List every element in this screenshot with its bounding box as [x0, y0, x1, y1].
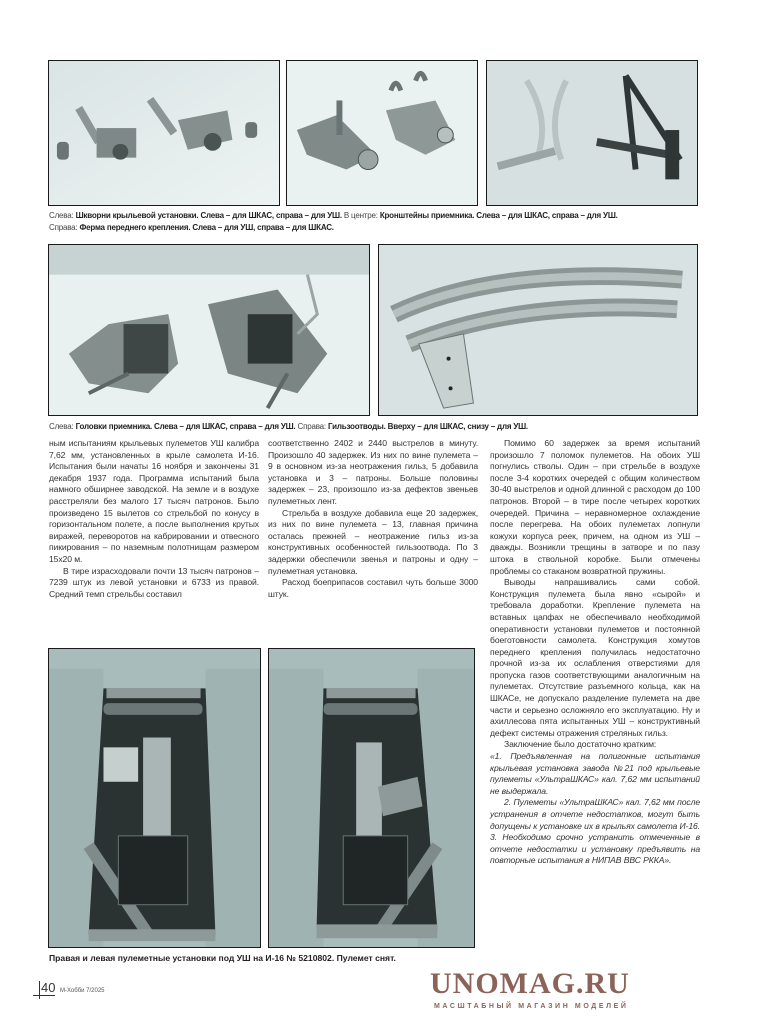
caption-text: Шкворни крыльевой установки. Слева – для ШКАС, справа – для УШ. — [75, 211, 342, 220]
watermark-tagline: МАСШТАБНЫЙ МАГАЗИН МОДЕЛЕЙ — [434, 1003, 629, 1010]
paragraph: Расход боеприпасов составил чуть больше 3000 штук. — [268, 577, 478, 599]
caption-text: Кронштейны приемника. Слева – для ШКАС, справа – для УШ. — [379, 211, 618, 220]
middle-caption — [49, 421, 528, 433]
caption-position-label: Слева: — [49, 211, 74, 220]
paragraph: Заключение было достаточно кратким: — [504, 739, 657, 750]
paragraph: Выводы напрашивались сами собой. Конструкция пулемета была явно «сырой» и требовала доработки. Крепление пулемета на вставных цапфах не обеспечивало необходимой оперативности установки пулеметов и постоянной боеготовности самолета. Конструкция хомутов переднего крепления получилась недостаточно прочной из-за их ослабления отверстиями для пропуска газов соответствующими аналогичным на пулеметах. Отсутствие разъемного кольца, как на ШКАСе, не допускало разделение пулемета на две части и серьезно осложняло его эксплуатацию. Ну и ахиллесова пята испытанных УШ – конструктивный дефект системы отражения стреляных гильз. — [490, 577, 700, 738]
photo-left-mount — [268, 648, 475, 948]
folio-rule-vertical — [39, 981, 40, 999]
folio-rule-horizontal — [33, 995, 55, 996]
article-column-2 — [268, 438, 478, 600]
paragraph: ным испытаниям крыльевых пулеметов УШ калибра 7,62 мм, установленных в крыле самолета И-16. Испытания были начаты 16 ноября и закончены 31 декабря 1937 года. Программа испытаний была намного обширнее заводской. На земле и в воздухе расстреляли без малого 17 тысяч патронов. Было произведено 15 вылетов со стрельбой по конусу в горизонтальном полете, а после выполнения крутых виражей, переворотов на кабрировании и отвесного пикирования – по наземным полотнищам размером 15х20 м. — [49, 438, 259, 564]
photo-receiver-heads — [48, 244, 370, 416]
paragraph: Стрельба в воздухе добавила еще 20 задержек, из них по вине пулемета – 13, главная причина осталась прежней – неотражение гильз из-за конструктивных особенностей гильзоотвода. По 3 задержки обеспечили звенья и патроны и одну – пулеметная установка. — [268, 507, 478, 576]
page-folio — [33, 981, 153, 1001]
quote-paragraph: 2. Пулеметы «УльтраШКАС» кал. 7,62 мм после устранения в отчете недостатков, могут быть допущены к установке их в крыльях самолета И-16. 3. Необходимо срочно устранить отмеченные в отчете недостатки и установку предъявить на повторные испытания в НИПАВ ВВС РККА». — [490, 797, 700, 866]
quote-paragraph: «1. Предъявленная на полигонные испытания крыльевая установка завода №21 под крыльевые пулеметы «УльтраШКАС» кал. 7,62 мм испытаний не выдержала. — [490, 751, 700, 796]
magazine-issue: М-Хобби 7/2025 — [60, 988, 105, 994]
top-caption-line-1 — [49, 210, 618, 222]
bottom-caption: Правая и левая пулеметные установки под УШ на И-16 № 5210802. Пулемет снят. — [49, 953, 396, 963]
caption-position-label: Слева: — [49, 422, 74, 431]
caption-text: Гильзоотводы. Вверху – для ШКАС, снизу – для УШ. — [327, 422, 528, 431]
paragraph: Помимо 60 задержек за время испытаний произошло 7 поломок пулеметов. На обоих УШ погнулись стволы. Один – при стрельбе в воздухе после 3-4 коротких очередей с общим количеством 30-40 выстрелов и одной длинной с расходом до 100 патронов. Второй – в тире после четырех коротких очередей. Причина – неравномерное охлаждение после перегрева. На обоих пулеметах лопнули кожухи корпуса реек, причем, на одном из УШ – дважды. Возникли трещины в затворе и по пазу штока в ствольной коробке. Были отмечены проблемы со стаканом возвратной пружины. — [490, 438, 700, 576]
photo-receiver-brackets — [286, 60, 478, 206]
article-column-1 — [49, 438, 259, 600]
photo-kingpins — [48, 60, 280, 206]
top-caption — [49, 210, 618, 234]
watermark — [430, 968, 720, 1018]
page-number: 40 — [41, 980, 56, 995]
photo-right-mount — [48, 648, 261, 948]
top-caption-line-2 — [49, 222, 618, 234]
photo-front-truss — [486, 60, 698, 206]
caption-position-label: Справа: — [49, 223, 78, 232]
paragraph: В тире израсходовали почти 13 тысяч патронов – 7239 штук из левой установки и 6733 из правой. Средний темп стрельбы составил — [49, 565, 259, 599]
paragraph: соответственно 2402 и 2440 выстрелов в минуту. Произошло 40 задержек. Из них по вине пулемета – 9 в основном из-за неотражения гильз, 5 добавила установка и 3 – патроны. Больше половины задержек – 23, произошло из-за дефектов звеньев пулеметных лент. — [268, 438, 478, 506]
caption-position-label: В центре: — [343, 211, 378, 220]
watermark-site: UNOMAG.RU — [430, 967, 630, 1000]
caption-text: Головки приемника. Слева – для ШКАС, справа – для УШ. — [75, 422, 296, 431]
caption-text: Ферма переднего крепления. Слева – для УШ, справа – для ШКАС. — [79, 223, 334, 232]
caption-position-label: Справа: — [297, 422, 326, 431]
photo-shell-chutes — [378, 244, 698, 416]
article-column-3 — [490, 438, 700, 867]
